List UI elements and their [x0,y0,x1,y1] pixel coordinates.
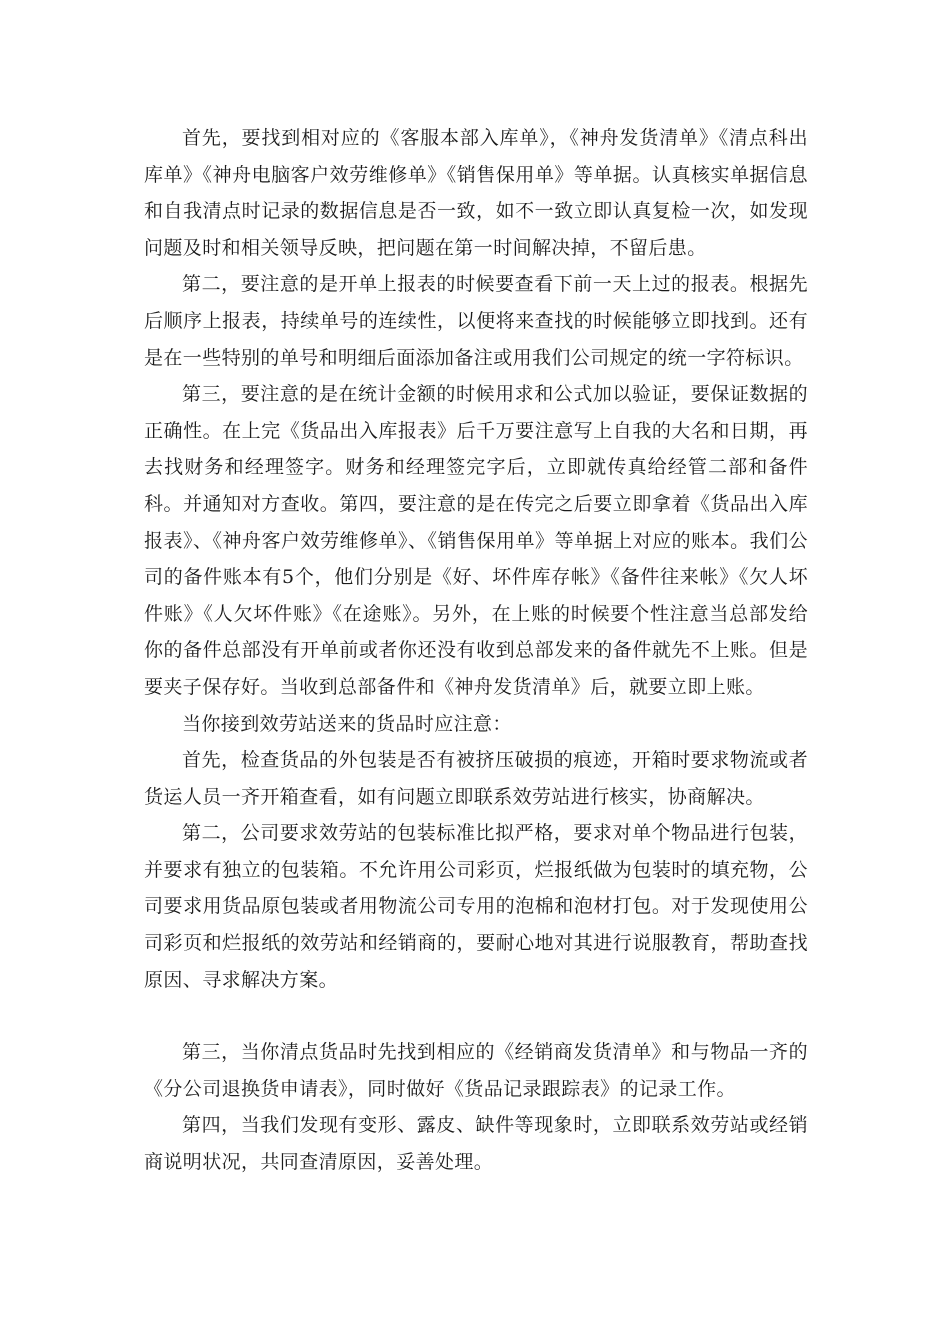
paragraph-verify-amounts: 第三，要注意的是在统计金额的时候用求和公式加以验证，要保证数据的正确性。在上完《货品出入库报表》后千万要注意写上自我的大名和日期，再去找财务和经理签字。财务和经理签完字后，立即就传真给经管二部和备件科。并通知对方查收。第四，要注意的是在传完之后要立即拿着《货品出入库报表》、《神舟客户效劳维修单》、《销售保用单》等单据上对应的账本。我们公司的备件账本有5个，他们分别是《好、坏件库存帐》《备件往来帐》《欠人坏件账》《人欠坏件账》《在途账》。另外，在上账的时候要个性注意当总部发给你的备件总部没有开单前或者你还没有收到总部发来的备件就先不上账。但是要夹子保存好。当收到总部备件和《神舟发货清单》后，就要立即上账。 [144,383,808,698]
paragraph-report-order: 第二，要注意的是开单上报表的时候要查看下前一天上过的报表。根据先后顺序上报表，持续单号的连续性，以便将来查找的时候能够立即找到。还有是在一些特别的单号和明细后面添加备注或用我们公司规定的统一字符标识。 [144,273,808,369]
paragraph-inspect-packaging: 首先，检查货品的外包装是否有被挤压破损的痕迹，开箱时要求物流或者货运人员一齐开箱查看，如有问题立即联系效劳站进行核实，协商解决。 [144,749,808,808]
document-body [144,120,808,1181]
paragraph-receiving-intro: 当你接到效劳站送来的货品时应注意： [182,712,512,735]
paragraph-packaging-standard: 第二，公司要求效劳站的包装标准比拟严格，要求对单个物品进行包装，并要求有独立的包装箱。不允许用公司彩页，烂报纸做为包装时的填充物，公司要求用货品原包装或者用物流公司专用的泡棉和泡材打包。对于发现使用公司彩页和烂报纸的效劳站和经销商的，要耐心地对其进行说服教育，帮助查找原因、寻求解决方案。 [144,822,808,991]
paragraph-handle-defects: 第四，当我们发现有变形、露皮、缺件等现象时，立即联系效劳站或经销商说明状况，共同查清原因，妥善处理。 [144,1114,808,1174]
paragraph-count-goods: 第三，当你清点货品时先找到相应的《经销商发货清单》和与物品一齐的《分公司退换货申请表》，同时做好《货品记录跟踪表》的记录工作。 [144,1041,808,1100]
paragraph-check-documents: 首先，要找到相对应的《客服本部入库单》，《神舟发货清单》《清点科出库单》《神舟电脑客户效劳维修单》《销售保用单》等单据。认真核实单据信息和自我清点时记录的数据信息是否一致，如不一致立即认真复检一次，如发现问题及时和相关领导反映，把问题在第一时间解决掉，不留后患。 [144,127,808,259]
